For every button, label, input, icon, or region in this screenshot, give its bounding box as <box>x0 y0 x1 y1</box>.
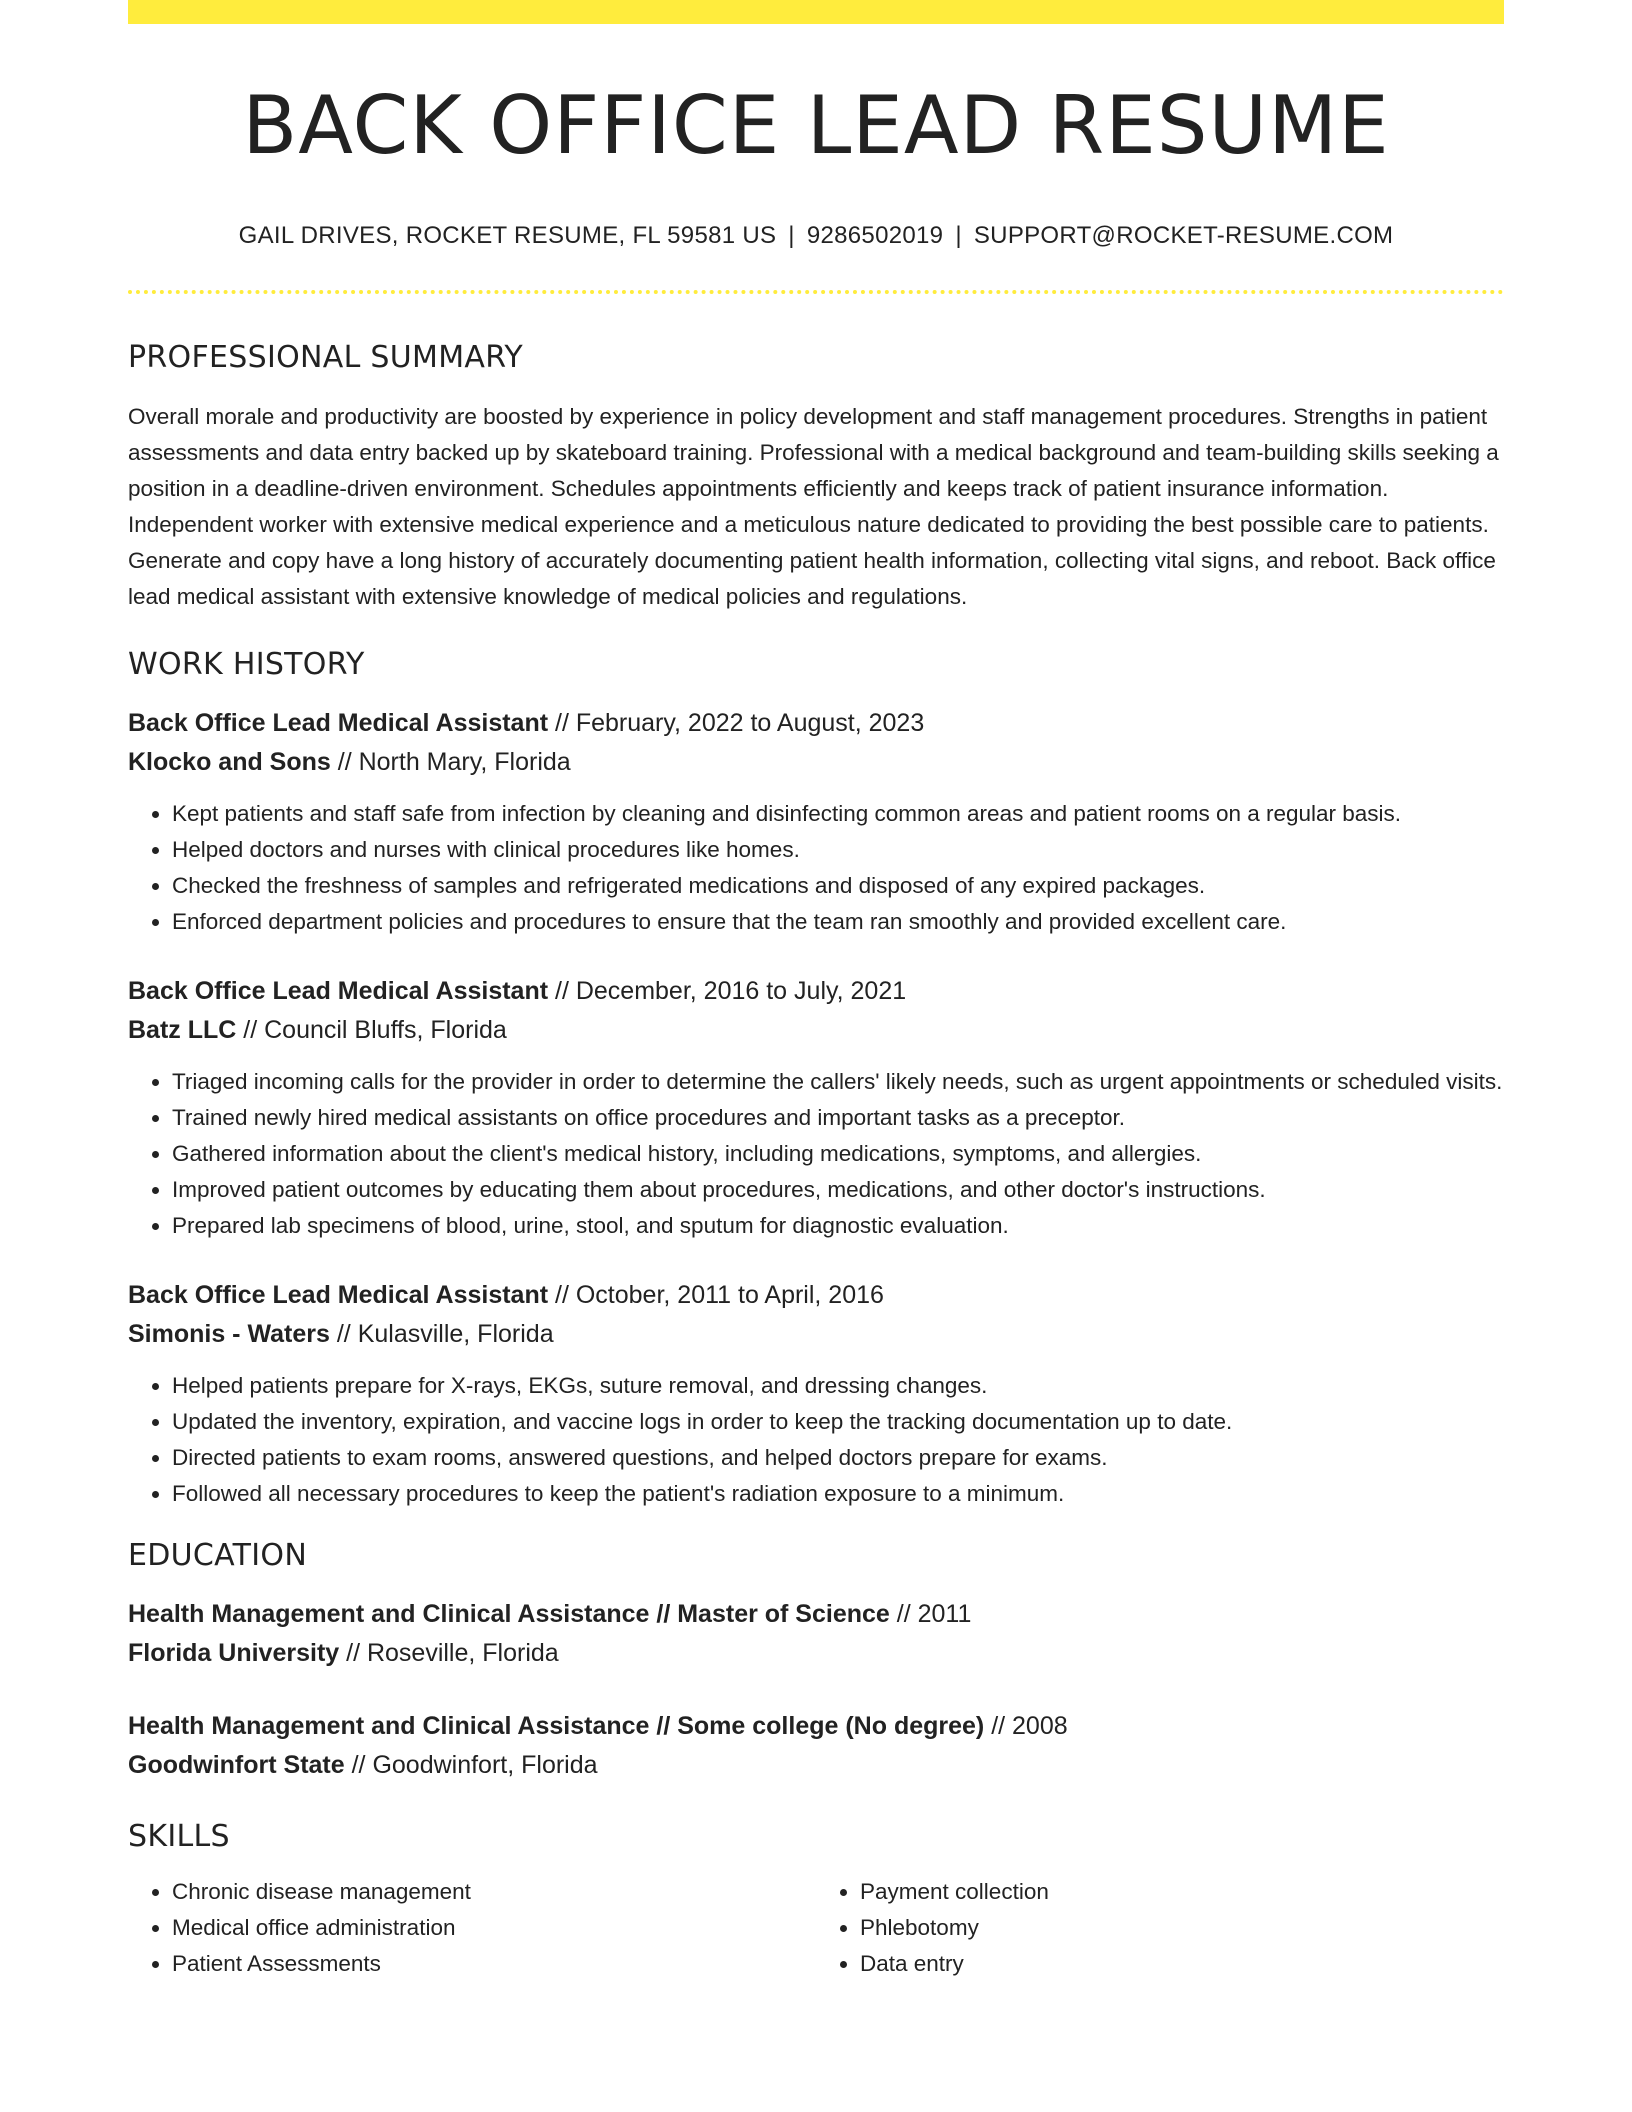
job-company: Batz LLC <box>128 1016 237 1044</box>
contact-address: GAIL DRIVES, ROCKET RESUME, FL 59581 US <box>238 222 777 249</box>
list-item: • Directed patients to exam rooms, answered questions, and helped doctors prepare for exams. <box>172 1440 1504 1476</box>
skills-columns <box>128 1874 1504 1982</box>
work-history-section <box>128 647 1504 1512</box>
list-item: • Followed all necessary procedures to keep the patient's radiation exposure to a minimum. <box>172 1476 1504 1512</box>
contact-line <box>128 222 1504 250</box>
job-location: // Kulasville, Florida <box>329 1320 554 1348</box>
education-section <box>128 1538 1504 1785</box>
education-school-line <box>128 1634 1504 1673</box>
contact-phone: 9286502019 <box>806 222 944 249</box>
list-item: • Helped patients prepare for X-rays, EKGs, suture removal, and dressing changes. <box>172 1368 1504 1404</box>
job-entry <box>128 1276 1504 1512</box>
top-accent-bar <box>128 0 1504 24</box>
list-item: • Gathered information about the client's medical history, including medications, symptoms, and allergies. <box>172 1136 1504 1172</box>
job-title-line <box>128 704 1504 743</box>
work-history-heading: WORK HISTORY <box>128 647 365 682</box>
job-company-line <box>128 1315 1504 1354</box>
list-item: • Checked the freshness of samples and refrigerated medications and disposed of any expired packages. <box>172 868 1504 904</box>
education-heading: EDUCATION <box>128 1538 308 1573</box>
job-dates: // October, 2011 to April, 2016 <box>548 1281 884 1309</box>
list-item: • Updated the inventory, expiration, and vaccine logs in order to keep the tracking documentation up to date. <box>172 1404 1504 1440</box>
skills-heading: SKILLS <box>128 1819 230 1854</box>
education-degree: Health Management and Clinical Assistance // Master of Science <box>128 1600 890 1628</box>
list-item: • Medical office administration <box>172 1910 816 1946</box>
job-bullets <box>128 1368 1504 1512</box>
job-bullets <box>128 796 1504 940</box>
list-item: • Prepared lab specimens of blood, urine, stool, and sputum for diagnostic evaluation. <box>172 1208 1504 1244</box>
job-company: Simonis - Waters <box>128 1320 330 1348</box>
list-item: • Kept patients and staff safe from infection by cleaning and disinfecting common areas and patient rooms on a regular basis. <box>172 796 1504 832</box>
education-year: // 2011 <box>889 1600 972 1628</box>
contact-email: SUPPORT@ROCKET-RESUME.COM <box>973 222 1394 249</box>
education-school-line <box>128 1746 1504 1785</box>
job-title-line <box>128 1276 1504 1315</box>
list-item: • Phlebotomy <box>860 1910 1504 1946</box>
education-school: Goodwinfort State <box>128 1751 345 1779</box>
contact-separator: | <box>955 222 962 249</box>
list-item: • Payment collection <box>860 1874 1504 1910</box>
job-dates: // December, 2016 to July, 2021 <box>548 977 907 1005</box>
summary-section <box>128 340 1504 615</box>
education-degree: Health Management and Clinical Assistance // Some college (No degree) <box>128 1712 985 1740</box>
job-role: Back Office Lead Medical Assistant <box>128 1281 549 1309</box>
list-item: • Patient Assessments <box>172 1946 816 1982</box>
summary-heading: PROFESSIONAL SUMMARY <box>128 340 524 375</box>
list-item: • Trained newly hired medical assistants on office procedures and important tasks as a preceptor. <box>172 1100 1504 1136</box>
job-dates: // February, 2022 to August, 2023 <box>548 709 925 737</box>
skills-right-column <box>816 1874 1504 1982</box>
job-location: // North Mary, Florida <box>330 748 571 776</box>
education-entry <box>128 1707 1504 1785</box>
education-entry <box>128 1595 1504 1673</box>
job-bullets <box>128 1064 1504 1244</box>
job-company: Klocko and Sons <box>128 748 331 776</box>
job-entry <box>128 704 1504 940</box>
resume-title: BACK OFFICE LEAD RESUME <box>242 79 1390 172</box>
contact-separator: | <box>788 222 795 249</box>
job-title-line <box>128 972 1504 1011</box>
education-degree-line <box>128 1707 1504 1746</box>
dotted-divider <box>128 290 1504 294</box>
list-item: • Improved patient outcomes by educating them about procedures, medications, and other doctor's instructions. <box>172 1172 1504 1208</box>
job-company-line <box>128 743 1504 782</box>
list-item: • Chronic disease management <box>172 1874 816 1910</box>
education-school: Florida University <box>128 1639 340 1667</box>
list-item: • Enforced department policies and procedures to ensure that the team ran smoothly and provided excellent care. <box>172 904 1504 940</box>
education-location: // Roseville, Florida <box>339 1639 559 1667</box>
summary-text: Overall morale and productivity are boosted by experience in policy development and staff management procedures. Strengths in patient assessments and data entry backed up by skateboard training. Professional with a medical background and team-building skills seeking a position in a deadline-driven environment. Schedules appointments efficiently and keeps track of patient insurance information. Independent worker with extensive medical experience and a meticulous nature dedicated to providing the best possible care to patients. Generate and copy have a long history of accurately documenting patient health information, collecting vital signs, and reboot. Back office lead medical assistant with extensive knowledge of medical policies and regulations. <box>128 404 1499 609</box>
list-item: • Helped doctors and nurses with clinical procedures like homes. <box>172 832 1504 868</box>
education-year: // 2008 <box>984 1712 1068 1740</box>
job-role: Back Office Lead Medical Assistant <box>128 709 549 737</box>
skills-section <box>128 1819 1504 1982</box>
skills-left-column <box>128 1874 816 1982</box>
job-location: // Council Bluffs, Florida <box>236 1016 507 1044</box>
list-item: • Data entry <box>860 1946 1504 1982</box>
resume-page <box>128 0 1504 1982</box>
job-role: Back Office Lead Medical Assistant <box>128 977 549 1005</box>
job-company-line <box>128 1011 1504 1050</box>
list-item: • Triaged incoming calls for the provider in order to determine the callers' likely needs, such as urgent appointments or scheduled visits. <box>172 1064 1504 1100</box>
education-location: // Goodwinfort, Florida <box>344 1751 598 1779</box>
education-degree-line <box>128 1595 1504 1634</box>
job-entry <box>128 972 1504 1244</box>
